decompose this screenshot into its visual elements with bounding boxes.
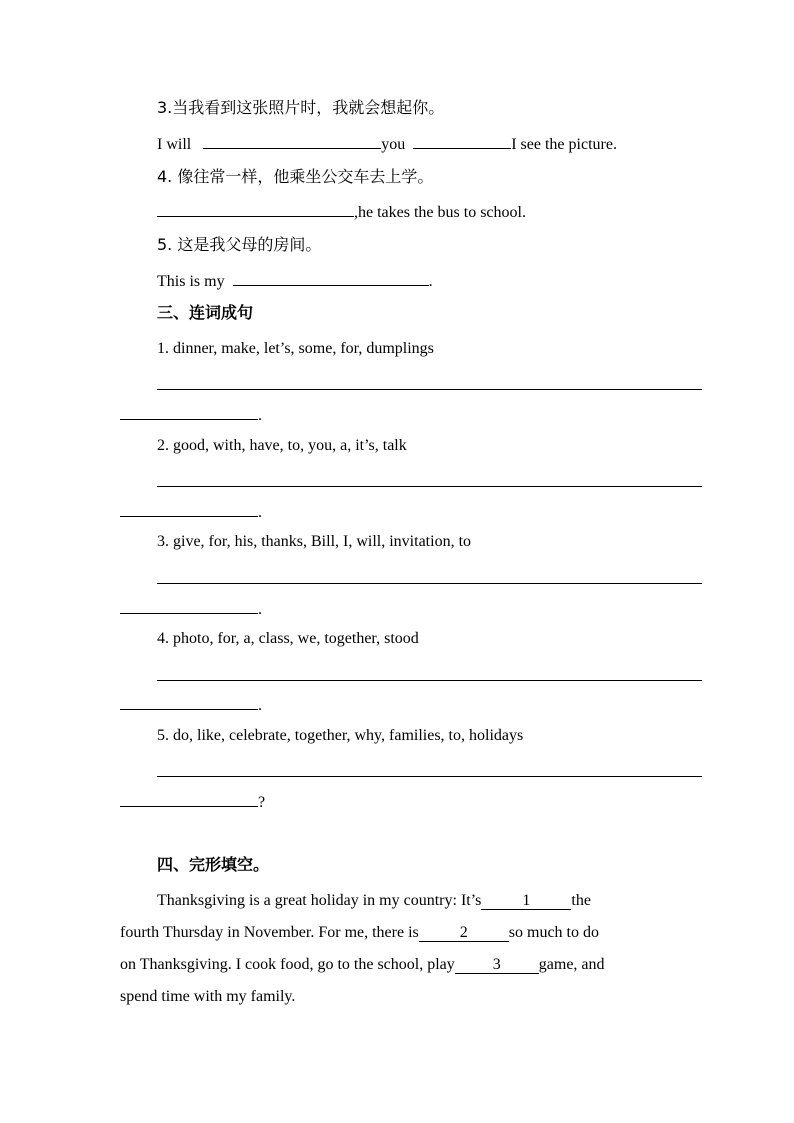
- s3-item-3-end: .: [258, 601, 262, 618]
- s3-item-1-answer-end: [120, 404, 262, 426]
- s3-item-1-words: 1. dinner, make, let’s, some, for, dumplings: [157, 340, 434, 357]
- s3-item-5-answer-blank[interactable]: [120, 791, 258, 807]
- s3-item-2-answer-blank[interactable]: [120, 501, 258, 517]
- q3-line: [157, 133, 617, 155]
- s3-item-2-answer-line[interactable]: [157, 486, 702, 487]
- s3-item-4-answer-blank[interactable]: [120, 694, 258, 710]
- s4-line-2: [120, 923, 599, 943]
- s3-item-4-answer-end: [120, 694, 262, 716]
- q3-blank-2[interactable]: [413, 133, 511, 149]
- s3-item-2-end: .: [258, 504, 262, 521]
- q3-prompt: 3.当我看到这张照片时，我就会想起你。: [157, 98, 445, 117]
- s4-text-6: game, and: [538, 956, 605, 973]
- s3-item-4-words: 4. photo, for, a, class, we, together, stood: [157, 630, 419, 647]
- cloze-blank-2[interactable]: 2: [419, 925, 509, 942]
- s3-item-5-answer-end: [120, 791, 265, 813]
- q4-text: ,he takes the bus to school.: [354, 204, 526, 221]
- s3-item-1-end: .: [258, 407, 262, 424]
- s4-text-2: the: [571, 892, 591, 909]
- cloze-blank-3[interactable]: 3: [455, 957, 539, 974]
- q4-line: [157, 201, 526, 223]
- s3-item-2-words: 2. good, with, have, to, you, a, it’s, talk: [157, 437, 407, 454]
- cloze-blank-1[interactable]: 1: [481, 893, 571, 910]
- s3-item-4-answer-line[interactable]: [157, 680, 702, 681]
- s3-item-3-answer-end: [120, 598, 262, 620]
- q5-line: [157, 270, 433, 292]
- s4-text-3: fourth Thursday in November. For me, there is: [120, 924, 419, 941]
- s3-item-5-answer-line[interactable]: [157, 776, 702, 777]
- q5-blank[interactable]: [233, 270, 429, 286]
- section4-heading: 四、完形填空。: [157, 855, 270, 874]
- s4-text-7: spend time with my family.: [120, 988, 296, 1005]
- s3-item-1-answer-blank[interactable]: [120, 404, 258, 420]
- s4-line-1: [157, 891, 675, 911]
- q5-text-a: This is my: [157, 273, 225, 290]
- s3-item-2-answer-end: [120, 501, 262, 523]
- s4-text-1: Thanksgiving is a great holiday in my country: It’s: [157, 892, 482, 909]
- q3-text-b: you: [381, 136, 406, 153]
- q3-blank-1[interactable]: [203, 133, 381, 149]
- q5-text-b: .: [428, 273, 433, 290]
- q3-text-c: I see the picture.: [511, 136, 617, 153]
- s3-item-3-answer-line[interactable]: [157, 583, 702, 584]
- q5-prompt: 5. 这是我父母的房间。: [157, 235, 322, 254]
- q4-blank[interactable]: [157, 201, 354, 217]
- s4-line-4: [120, 987, 295, 1007]
- s3-item-3-words: 3. give, for, his, thanks, Bill, I, will, invitation, to: [157, 533, 472, 550]
- s3-item-5-end: ?: [258, 794, 266, 811]
- s3-item-4-end: .: [258, 697, 262, 714]
- s4-line-3: [120, 955, 605, 975]
- s3-item-5-words: 5. do, like, celebrate, together, why, families, to, holidays: [157, 727, 524, 744]
- s4-text-5: on Thanksgiving. I cook food, go to the school, play: [120, 956, 455, 973]
- section3-heading: 三、连词成句: [157, 303, 254, 322]
- s3-item-1-answer-line[interactable]: [157, 389, 702, 390]
- s3-item-3-answer-blank[interactable]: [120, 598, 258, 614]
- q4-prompt: 4. 像往常一样，他乘坐公交车去上学。: [157, 167, 434, 186]
- s4-text-4: so much to do: [508, 924, 599, 941]
- q3-text-a: I will: [157, 136, 192, 153]
